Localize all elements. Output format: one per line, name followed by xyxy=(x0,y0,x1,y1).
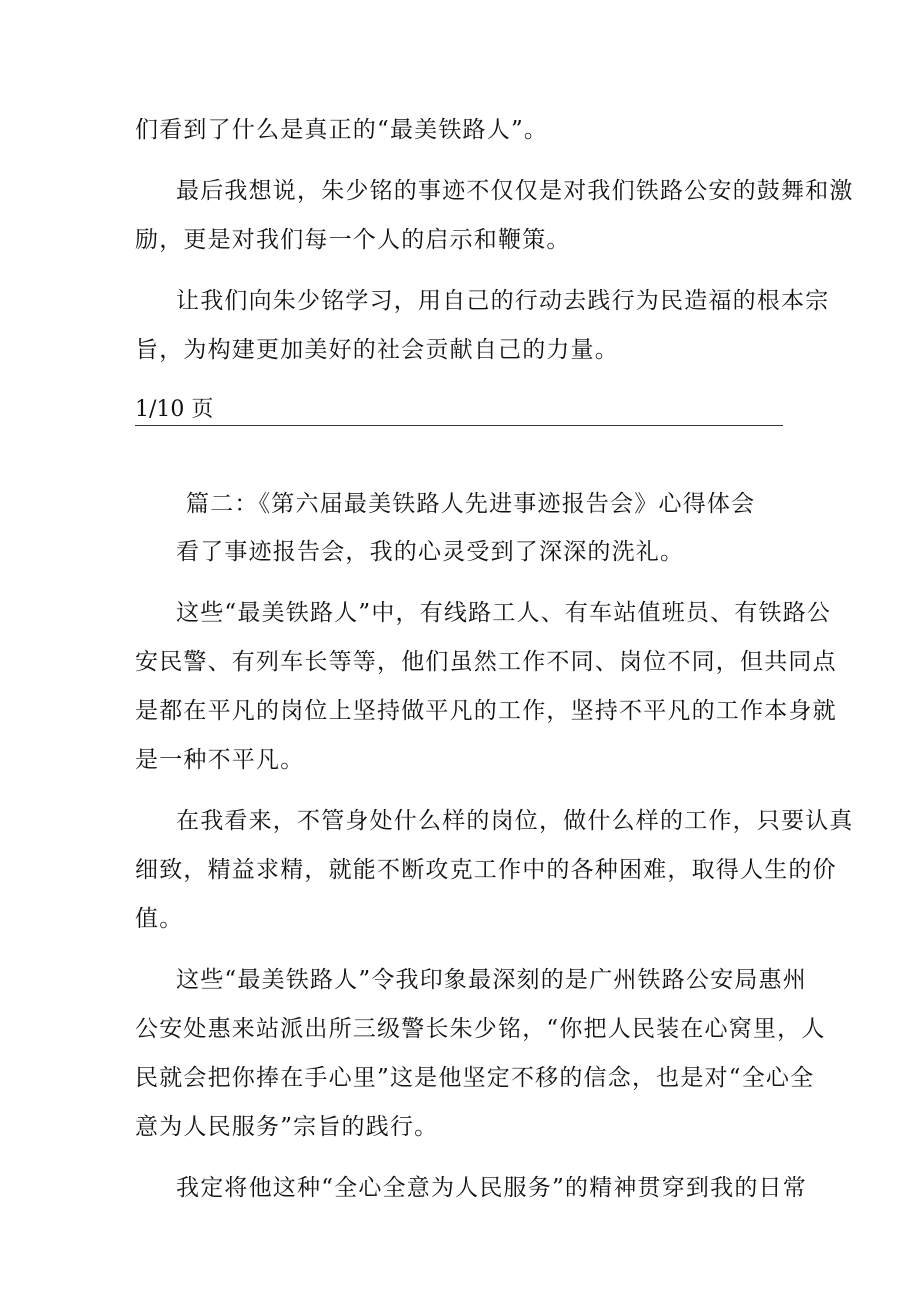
paragraph-line: 安民警、有列车长等等，他们虽然工作不同、岗位不同，但共同点 xyxy=(135,649,837,675)
paragraph-line: 我定将他这种“全心全意为人民服务”的精神贯穿到我的日常 xyxy=(176,1175,807,1201)
paragraph-line: 民就会把你捧在手心里”这是他坚定不移的信念，也是对“全心全 xyxy=(135,1065,815,1091)
paragraph-line: 在我看来，不管身处什么样的岗位，做什么样的工作，只要认真 xyxy=(176,808,854,834)
page-divider xyxy=(135,425,783,426)
paragraph-line: 最后我想说，朱少铭的事迹不仅仅是对我们铁路公安的鼓舞和激 xyxy=(176,178,854,204)
paragraph-line: 公安处惠来站派出所三级警长朱少铭，“你把人民装在心窝里，人 xyxy=(135,1016,826,1042)
paragraph-line: 励，更是对我们每一个人的启示和鞭策。 xyxy=(135,227,571,253)
section-title: 篇二：《第六届最美铁路人先进事迹报告会》心得体会 xyxy=(186,491,756,517)
page-number: 1/10 页 xyxy=(135,397,214,422)
paragraph-line: 这些“最美铁路人”令我印象最深刻的是广州铁路公安局惠州 xyxy=(176,967,807,993)
paragraph-line: 值。 xyxy=(135,906,184,932)
paragraph-line: 是一种不平凡。 xyxy=(135,747,305,773)
paragraph-line: 这些“最美铁路人”中，有线路工人、有车站值班员、有铁路公 xyxy=(176,600,832,626)
paragraph-line: 意为人民服务”宗旨的践行。 xyxy=(135,1114,439,1140)
paragraph-line: 旨，为构建更加美好的社会贡献自己的力量。 xyxy=(135,337,619,363)
paragraph-line: 让我们向朱少铭学习，用自己的行动去践行为民造福的根本宗 xyxy=(176,288,830,314)
paragraph-line: 细致，精益求精，就能不断攻克工作中的各种困难，取得人生的价 xyxy=(135,857,837,883)
paragraph-line: 们看到了什么是真正的“最美铁路人”。 xyxy=(135,117,549,143)
paragraph-line: 是都在平凡的岗位上坚持做平凡的工作，坚持不平凡的工作本身就 xyxy=(135,698,837,724)
paragraph-line: 看了事迹报告会，我的心灵受到了深深的洗礼。 xyxy=(176,539,685,565)
